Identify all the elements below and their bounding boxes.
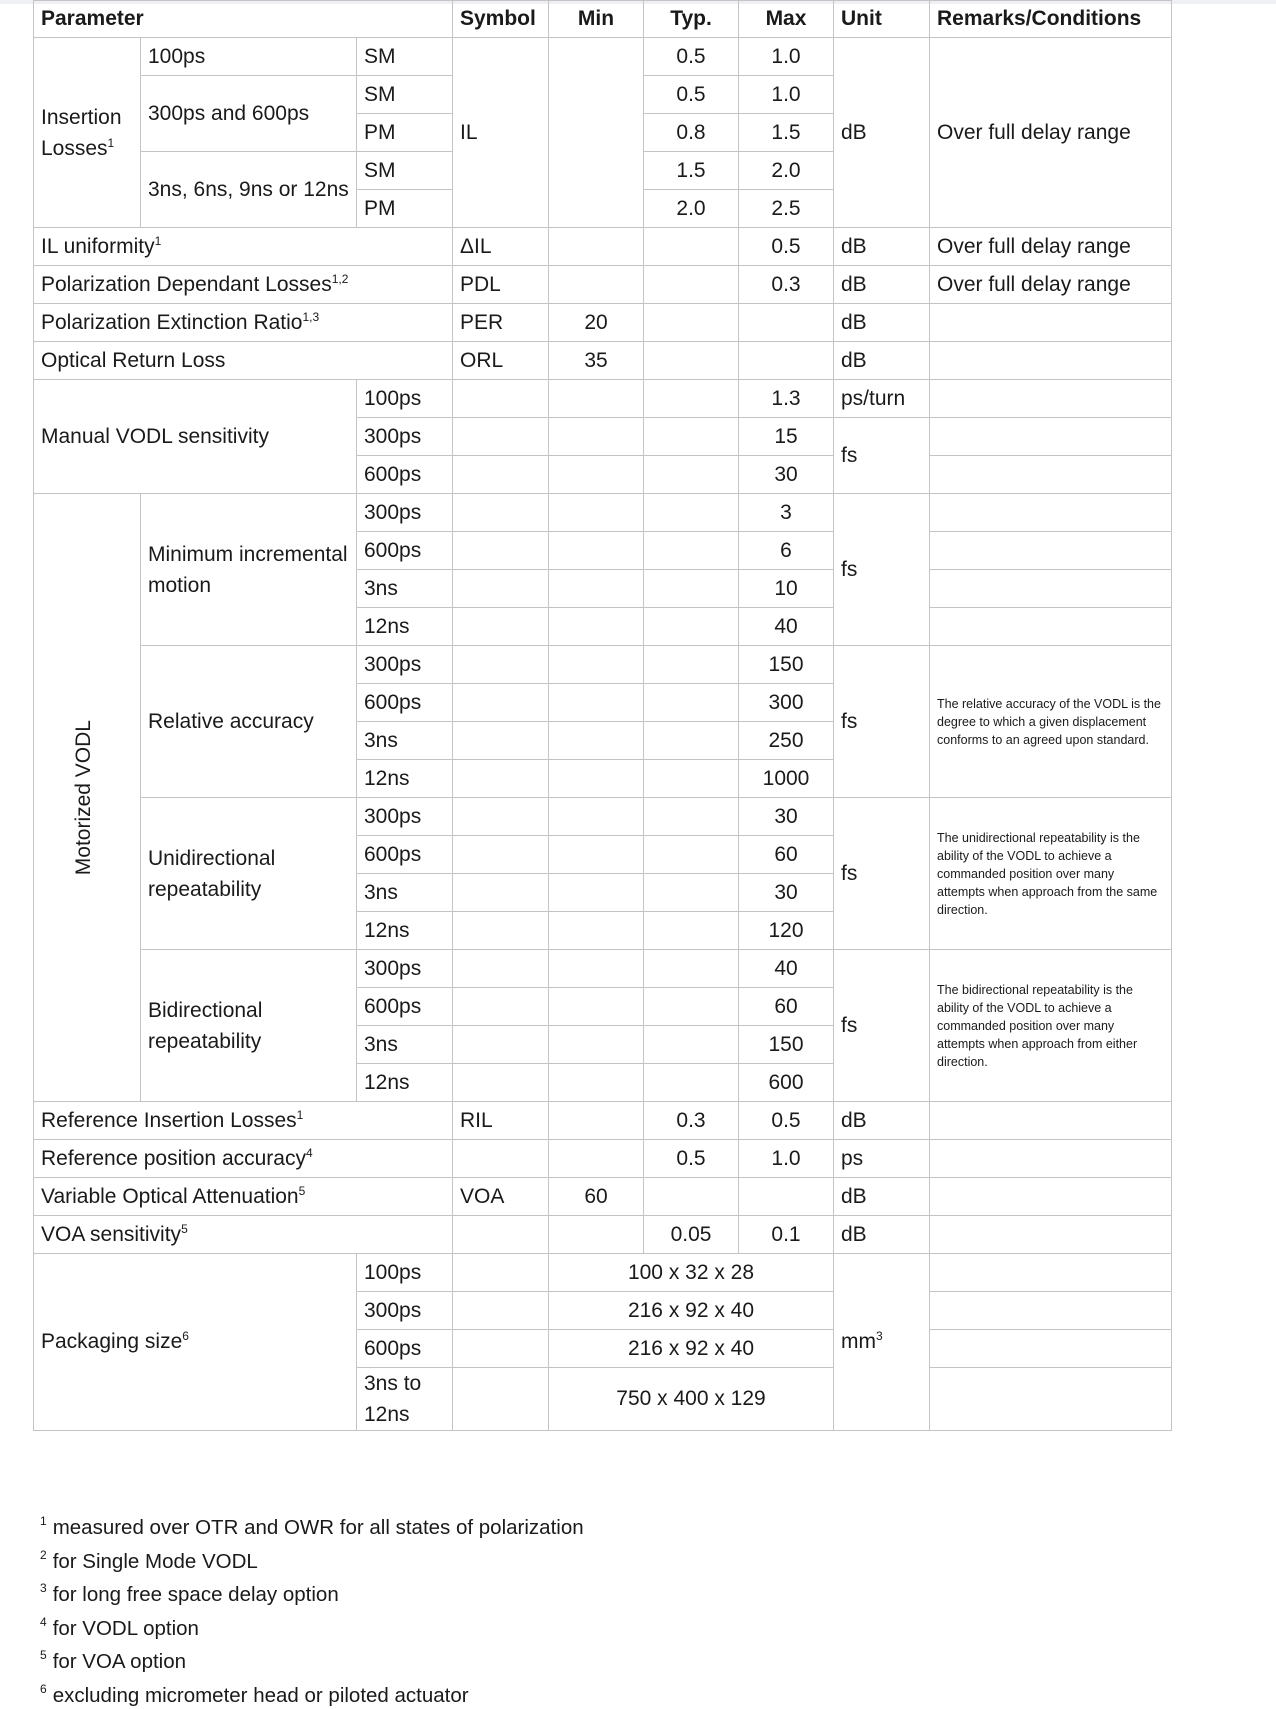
br-label: Bidirectional repeatability — [141, 950, 357, 1102]
mim-range: 12ns — [357, 608, 453, 646]
pack-size: 216 x 92 x 40 — [549, 1292, 834, 1330]
manual-max: 1.3 — [739, 380, 834, 418]
table-row — [34, 1254, 1172, 1292]
il-typ: 0.8 — [644, 114, 739, 152]
table-row — [34, 1216, 1172, 1254]
il-range: 100ps — [141, 38, 357, 76]
ilu-remark: Over full delay range — [930, 228, 1172, 266]
ra-max: 300 — [739, 684, 834, 722]
manual-unit: ps/turn — [834, 380, 930, 418]
br-max: 600 — [739, 1064, 834, 1102]
pack-range: 300ps — [357, 1292, 453, 1330]
ril-symbol: RIL — [453, 1102, 549, 1140]
per-symbol: PER — [453, 304, 549, 342]
voa-symbol: VOA — [453, 1178, 549, 1216]
il-typ: 1.5 — [644, 152, 739, 190]
rpa-typ: 0.5 — [644, 1140, 739, 1178]
manual-range: 100ps — [357, 380, 453, 418]
per-unit: dB — [834, 304, 930, 342]
ra-unit: fs — [834, 646, 930, 798]
pack-range: 100ps — [357, 1254, 453, 1292]
pack-range: 3ns to 12ns — [357, 1368, 453, 1431]
table-row — [34, 38, 1172, 76]
pack-range: 600ps — [357, 1330, 453, 1368]
ril-label: Reference Insertion Losses$^1$ — [34, 1102, 453, 1140]
ur-range: 600ps — [357, 836, 453, 874]
header-parameter: Parameter — [34, 1, 453, 38]
pack-unit: $mm^3$ — [834, 1254, 930, 1431]
ur-label: Unidirectional repeatability — [141, 798, 357, 950]
table-row — [34, 798, 1172, 836]
pdl-label: Polarization Dependant Losses$^{1,2}$ — [34, 266, 453, 304]
ur-unit: fs — [834, 798, 930, 950]
header-max: Max — [739, 1, 834, 38]
br-max: 150 — [739, 1026, 834, 1064]
manual-max: 15 — [739, 418, 834, 456]
ur-max: 30 — [739, 798, 834, 836]
ra-range: 600ps — [357, 684, 453, 722]
table-row — [34, 494, 1172, 532]
il-symbol: IL — [453, 38, 549, 228]
orl-min: 35 — [549, 342, 644, 380]
ra-max: 250 — [739, 722, 834, 760]
footnote: $^1$ measured over OTR and OWR for all states of polarization — [40, 1508, 584, 1542]
ur-max: 120 — [739, 912, 834, 950]
spec-table — [33, 0, 1172, 1431]
il-max: 1.5 — [739, 114, 834, 152]
rpa-max: 1.0 — [739, 1140, 834, 1178]
il-label: Insertion Losses$^1$ — [34, 38, 141, 228]
ilu-label: IL uniformity$^1$ — [34, 228, 453, 266]
il-typ: 0.5 — [644, 76, 739, 114]
ilu-max: 0.5 — [739, 228, 834, 266]
footnote: $^2$ for Single Mode VODL — [40, 1542, 584, 1576]
voas-typ: 0.05 — [644, 1216, 739, 1254]
br-max: 40 — [739, 950, 834, 988]
table-row — [34, 304, 1172, 342]
pack-label: Packaging size$^6$ — [34, 1254, 357, 1431]
manual-range: 300ps — [357, 418, 453, 456]
pack-size: 216 x 92 x 40 — [549, 1330, 834, 1368]
footnote: $^5$ for VOA option — [40, 1642, 584, 1676]
ilu-unit: dB — [834, 228, 930, 266]
voa-min: 60 — [549, 1178, 644, 1216]
mim-max: 40 — [739, 608, 834, 646]
header-remarks: Remarks/Conditions — [930, 1, 1172, 38]
rpa-unit: ps — [834, 1140, 930, 1178]
footnote: $^4$ for VODL option — [40, 1609, 584, 1643]
br-max: 60 — [739, 988, 834, 1026]
ur-max: 60 — [739, 836, 834, 874]
table-row — [34, 380, 1172, 418]
ur-range: 3ns — [357, 874, 453, 912]
ril-max: 0.5 — [739, 1102, 834, 1140]
il-min — [549, 38, 644, 228]
rpa-label: Reference position accuracy$^4$ — [34, 1140, 453, 1178]
il-max: 1.0 — [739, 76, 834, 114]
ril-unit: dB — [834, 1102, 930, 1140]
pdl-max: 0.3 — [739, 266, 834, 304]
il-range: 300ps and 600ps — [141, 76, 357, 152]
pdl-remark: Over full delay range — [930, 266, 1172, 304]
ra-range: 300ps — [357, 646, 453, 684]
footnote: $^6$ excluding micrometer head or piloted actuator — [40, 1676, 584, 1709]
orl-symbol: ORL — [453, 342, 549, 380]
mim-range: 600ps — [357, 532, 453, 570]
ur-range: 12ns — [357, 912, 453, 950]
ra-range: 3ns — [357, 722, 453, 760]
table-row — [34, 342, 1172, 380]
header-symbol: Symbol — [453, 1, 549, 38]
ra-range: 12ns — [357, 760, 453, 798]
br-range: 300ps — [357, 950, 453, 988]
ur-max: 30 — [739, 874, 834, 912]
mim-max: 6 — [739, 532, 834, 570]
header-row — [34, 1, 1172, 38]
ra-remark: The relative accuracy of the VODL is the degree to which a given displacement conforms to an agreed upon standard. — [930, 646, 1172, 798]
header-min: Min — [549, 1, 644, 38]
il-mode: PM — [357, 114, 453, 152]
table-row — [34, 228, 1172, 266]
br-remark: The bidirectional repeatability is the ability of the VODL to achieve a commanded position over many attempts when approach from either direction. — [930, 950, 1172, 1102]
ra-max: 1000 — [739, 760, 834, 798]
pack-size: 100 x 32 x 28 — [549, 1254, 834, 1292]
manual-unit: fs — [834, 418, 930, 494]
ril-typ: 0.3 — [644, 1102, 739, 1140]
il-mode: SM — [357, 38, 453, 76]
mim-max: 10 — [739, 570, 834, 608]
header-typ: Typ. — [644, 1, 739, 38]
orl-unit: dB — [834, 342, 930, 380]
motorized-label: Motorized VODL — [34, 494, 141, 1102]
manual-label: Manual VODL sensitivity — [34, 380, 357, 494]
footnotes — [40, 1508, 584, 1709]
il-max: 1.0 — [739, 38, 834, 76]
table-row — [34, 1140, 1172, 1178]
table-row — [34, 1178, 1172, 1216]
per-min: 20 — [549, 304, 644, 342]
il-unit: dB — [834, 38, 930, 228]
voas-label: VOA sensitivity$^5$ — [34, 1216, 453, 1254]
br-range: 3ns — [357, 1026, 453, 1064]
il-mode: SM — [357, 152, 453, 190]
ra-max: 150 — [739, 646, 834, 684]
br-range: 600ps — [357, 988, 453, 1026]
footnote: $^3$ for long free space delay option — [40, 1575, 584, 1609]
mim-range: 3ns — [357, 570, 453, 608]
il-mode: PM — [357, 190, 453, 228]
table-row — [34, 266, 1172, 304]
il-mode: SM — [357, 76, 453, 114]
il-typ: 2.0 — [644, 190, 739, 228]
pack-size: 750 x 400 x 129 — [549, 1368, 834, 1431]
voas-max: 0.1 — [739, 1216, 834, 1254]
mim-label: Minimum incremental motion — [141, 494, 357, 646]
il-max: 2.5 — [739, 190, 834, 228]
orl-label: Optical Return Loss — [34, 342, 453, 380]
mim-range: 300ps — [357, 494, 453, 532]
table-row — [34, 646, 1172, 684]
per-label: Polarization Extinction Ratio$^{1,3}$ — [34, 304, 453, 342]
il-range: 3ns, 6ns, 9ns or 12ns — [141, 152, 357, 228]
pdl-unit: dB — [834, 266, 930, 304]
manual-max: 30 — [739, 456, 834, 494]
br-unit: fs — [834, 950, 930, 1102]
table-row — [34, 1102, 1172, 1140]
voas-unit: dB — [834, 1216, 930, 1254]
table-row — [34, 950, 1172, 988]
il-max: 2.0 — [739, 152, 834, 190]
il-remark: Over full delay range — [930, 38, 1172, 228]
ilu-symbol: ΔIL — [453, 228, 549, 266]
br-range: 12ns — [357, 1064, 453, 1102]
pdl-symbol: PDL — [453, 266, 549, 304]
voa-unit: dB — [834, 1178, 930, 1216]
header-unit: Unit — [834, 1, 930, 38]
manual-range: 600ps — [357, 456, 453, 494]
ur-remark: The unidirectional repeatability is the ability of the VODL to achieve a commanded position over many attempts when approach from the same direction. — [930, 798, 1172, 950]
ra-label: Relative accuracy — [141, 646, 357, 798]
mim-max: 3 — [739, 494, 834, 532]
il-typ: 0.5 — [644, 38, 739, 76]
mim-unit: fs — [834, 494, 930, 646]
voa-label: Variable Optical Attenuation$^5$ — [34, 1178, 453, 1216]
ur-range: 300ps — [357, 798, 453, 836]
